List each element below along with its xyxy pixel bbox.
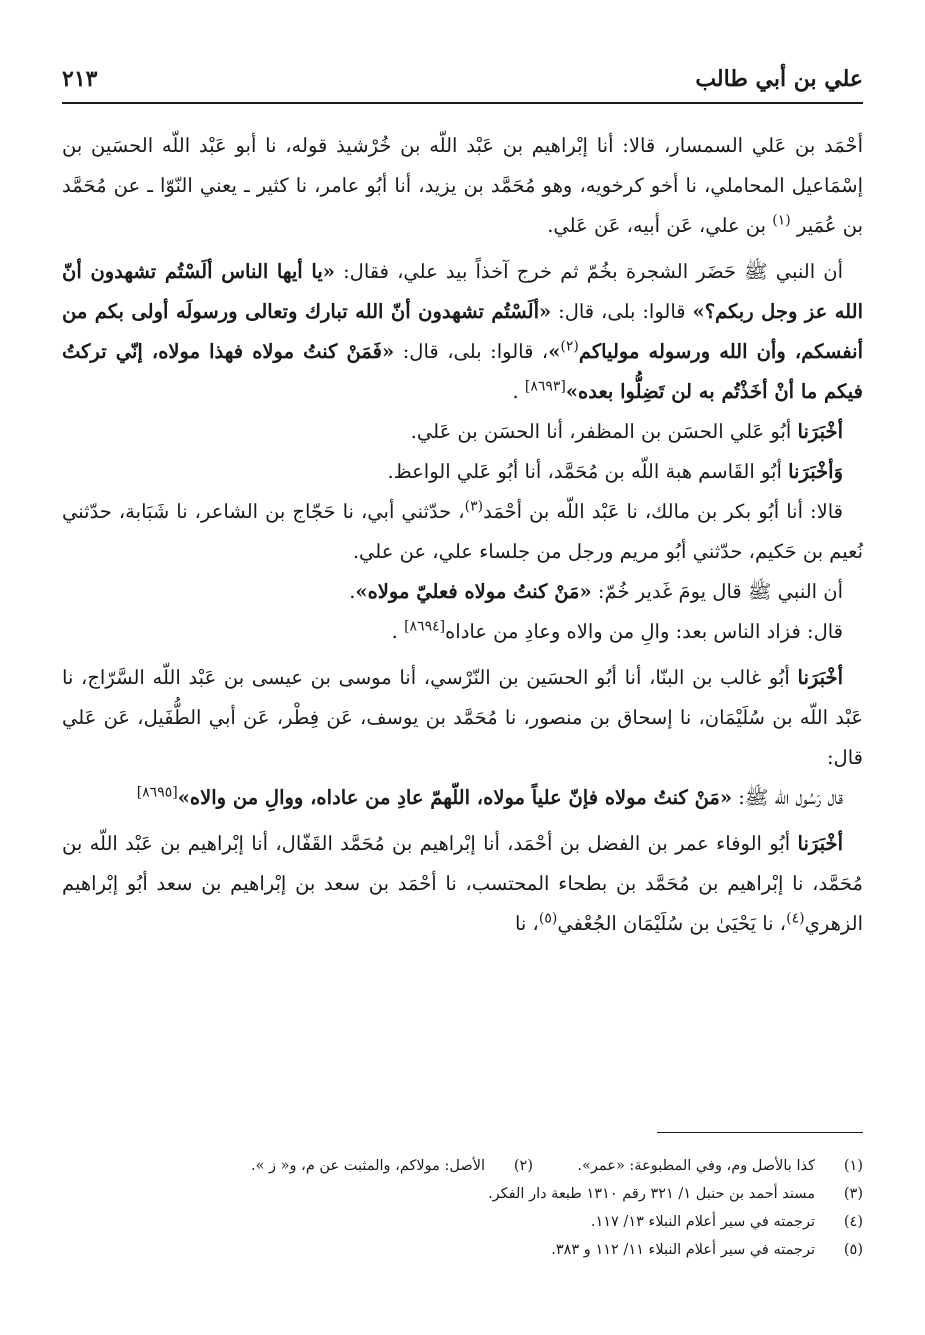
- footnote-ref: (٣): [464, 498, 484, 515]
- footnote-ref: (١): [772, 212, 791, 229]
- footnote-1: (١) كذا بالأصل وم، وفي المطبوعة: «عمر».: [577, 1158, 863, 1174]
- footnote-4: (٤) ترجمته في سير أعلام النبلاء ١٣/ ١١٧.: [590, 1214, 863, 1230]
- footnote-3: (٣) مسند أحمد بن حنبل ١/ ٣٢١ رقم ١٣١٠ طبعة دار الفكر.: [488, 1186, 863, 1202]
- hadith-quote: «فَمَنْ كنتُ مولاه فهذا مولاه، إنّي تركتُ فيكم ما أنْ أخَذْتُم به لن تَضِلُّوا بعده»: [62, 340, 863, 403]
- akhbarana-lead: وَأخْبَرَنا: [788, 460, 843, 483]
- akhbarana-lead: أخْبَرَنا: [797, 666, 844, 689]
- paragraph-matn-3: قال: فزاد الناس بعد: والِ من والاه وعادِ من عاداه[٨٦٩٤] .: [391, 618, 843, 643]
- hadith-number: [٨٦٩٥]: [136, 784, 178, 801]
- footnote-separator: [657, 1132, 863, 1133]
- footnotes: [62, 1152, 863, 1264]
- paragraph-isnad-3: وَأخْبَرَنا أبُو القَاسم هبة اللّه بن مُحَمَّد، أنا أبُو عَلي الواعظ.: [387, 460, 843, 483]
- paragraph-isnad-5: أخْبَرَنا أبُو غالب بن البنّا، أنا أبُو الحسَين بن النّرْسي، أنا موسى بن عيسى بن عَبْد اللّه السَّرّاج، نا عَبْد اللّه بن سُلَيْمَان، نا إسحاق بن منصور، نا مُحَمَّد بن يوسف، عَن فِطْر، عَن أبي الطُّفَيل، عَن عَلي قال:: [62, 666, 863, 769]
- hadith-quote: «ألَسْتُم تشهدون أنّ الله تبارك وتعالى ورسولَه أولى بكم من أنفسكم، وأن الله ورسوله مولياكم: [62, 300, 863, 363]
- akhbarana-lead: أخْبَرَنا: [797, 832, 843, 855]
- paragraph-matn-2: أن النبي ﷺ قال يومَ غَدير خُمّ: «مَنْ كنتُ مولاه فعليّ مولاه».: [349, 580, 843, 603]
- hadith-quote: «يا أيها الناس ألَسْتُم تشهدون أنّ الله عز وجل ربكم؟»: [62, 260, 863, 323]
- paragraph-isnad-4: قالا: أنا أبُو بكر بن مالك، نا عَبْد اللّه بن أحْمَد$^{(٣)}$، حدّثني أبي، نا حَجّاج بن الشاعر، نا شَبَابة، حدّثني نُعيم بن حَكيم، حدّثني أبُو مريم ورجل من جلساء علي، عن علي.: [62, 498, 863, 563]
- footnote-ref: (٤): [786, 910, 805, 927]
- footnote-2: (٢) الأصل: مولاكم، والمثبت عن م، و« ز ».: [250, 1158, 533, 1174]
- footnote-ref: (٢): [560, 338, 579, 355]
- paragraph-isnad-1: أحْمَد بن عَلي السمسار، قالا: أنا إبْراهيم بن عَبْد اللّه بن خُرْشيذ قوله، نا أبو عَبْد اللّه الحسَين بن إسْمَاعيل المحاملي، نا أخو كرخويه، وهو مُحَمَّد بن يزيد، أنا أبُو عامر، نا كثير ـ يعني النّوّا ـ عن مُحَمَّد بن عُمَير $^{(١)}$ بن علي، عَن أبيه، عَن عَلي.: [62, 134, 863, 237]
- paragraph-isnad-6: أخْبَرَنا أبُو الوفاء عمر بن الفضل بن أحْمَد، أنا إبْراهيم بن مُحَمَّد القَفّال، أنا إبْراهيم بن عَبْد اللّه بن مُحَمَّد، نا إبْراهيم بن مُحَمَّد بن بطحاء المحتسب، نا أحْمَد بن سعد بن إبْراهيم بن سعد أبُو إبْراهيم الزهري$^{(٤)}$، نا يَحْيَىٰ بن سُلَيْمَان الجُعْفي$^{(٥)}$، نا: [62, 832, 863, 935]
- paragraph-isnad-2: أخْبَرَنا أبُو عَلي الحسَن بن المظفر، أنا الحسَن بن عَلي.: [410, 420, 843, 443]
- main-text: [62, 126, 863, 944]
- running-header: [62, 52, 863, 104]
- akhbarana-lead: أخْبَرَنا: [797, 420, 843, 443]
- footnote-5: (٥) ترجمته في سير أعلام النبلاء ١١/ ١١٢ و ٣٨٣.: [551, 1242, 863, 1258]
- footnote-ref: (٥): [538, 910, 558, 927]
- footnote-row: [62, 1152, 863, 1180]
- page-number: ٢١٣: [62, 66, 98, 92]
- hadith-number: [٨٦٩٤]: [404, 618, 446, 635]
- paragraph-matn-1: أن النبي ﷺ حَضَر الشجرة بخُمّ ثم خرج آخذاً بيد علي، فقال: «يا أيها الناس ألَسْتُم تشهدون أنّ الله عز وجل ربكم؟» قالوا: بلى، قال: «ألَسْتُم تشهدون أنّ الله تبارك وتعالى ورسولَه أولى بكم من أنفسكم، وأن الله ورسوله مولياكم$^{(٢)}$»، قالوا: بلى، قال: «فَمَنْ كنتُ مولاه فهذا مولاه، إنّي تركتُ فيكم ما أنْ أخَذْتُم به لن تَضِلُّوا بعده»[٨٦٩٣] .: [62, 260, 863, 403]
- hadith-number: [٨٦٩٣]: [524, 378, 566, 395]
- running-title: علي بن أبي طالب: [695, 66, 863, 92]
- hadith-quote: «مَنْ كنتُ مولاه فعليّ مولاه»: [355, 580, 592, 603]
- paragraph-matn-4: قال رَسُول اللّه ﷺ: «مَنْ كنتُ مولاه فإنّ علياً مولاه، اللّهمّ عادِ من عاداه، ووالِ من والاه»[٨٦٩٥]: [136, 784, 843, 809]
- hadith-quote: «مَنْ كنتُ مولاه فإنّ علياً مولاه، اللّهمّ عادِ من عاداه، ووالِ من والاه»: [177, 786, 733, 809]
